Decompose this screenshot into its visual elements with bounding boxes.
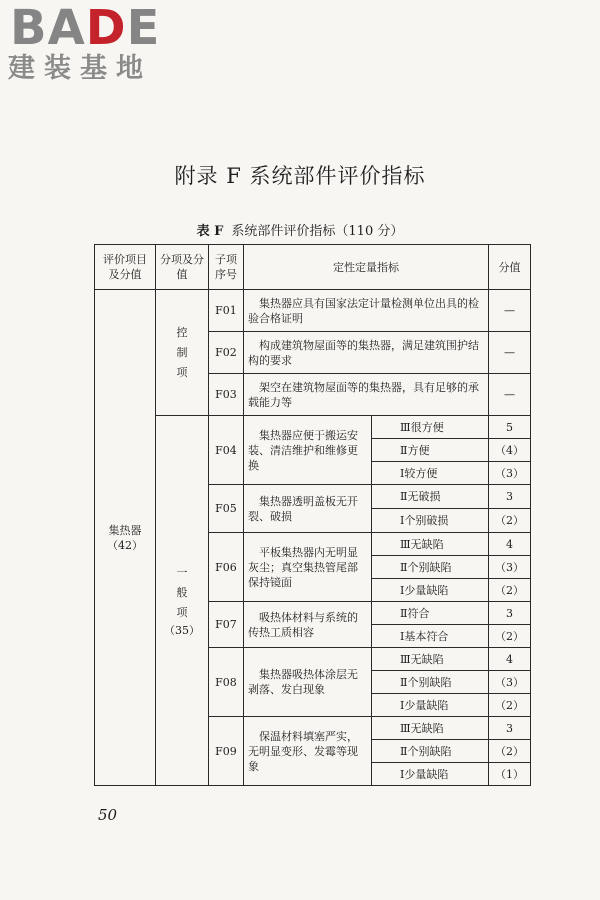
grade-score: （2） [489,579,531,602]
logo-subtitle: 建装基地 [8,53,152,84]
grade-score: （2） [489,625,531,648]
grade-score: （2） [489,694,531,717]
item-criterion: 平板集热器内无明显灰尘；真空集热管尾部保持镜面 [244,533,372,602]
grade-score: 3 [489,717,531,740]
control-group-label: 控制项 [176,325,188,379]
item-criterion: 集热器吸热体涂层无剥落、发白现象 [244,648,372,717]
table-header-row [95,245,531,290]
item-criterion: 架空在建筑物屋面等的集热器，具有足够的承载能力等 [244,374,489,416]
grade-level: Ⅰ基本符合 [372,625,489,648]
grade-score: （2） [489,509,531,533]
logo-text-accent: D [85,0,127,56]
item-code: F04 [209,416,244,485]
general-group-cell [156,416,209,786]
item-score: — [489,374,531,416]
grade-score: 5 [489,416,531,439]
item-code: F08 [209,648,244,717]
grade-score: （3） [489,671,531,694]
grade-score: （4） [489,439,531,462]
logo-text-suffix: E [126,0,161,56]
category-cell [95,290,156,786]
header-category: 评价项目及分值 [95,245,156,290]
item-score: — [489,290,531,332]
table-row [95,290,531,332]
grade-score: 3 [489,602,531,625]
general-group-points: （35） [164,624,200,637]
grade-level: Ⅲ无缺陷 [372,717,489,740]
item-criterion: 集热器应具有国家法定计量检测单位出具的检验合格证明 [244,290,489,332]
grade-level: Ⅱ符合 [372,602,489,625]
item-code: F01 [209,290,244,332]
item-criterion: 构成建筑物屋面等的集热器，满足建筑围护结构的要求 [244,332,489,374]
grade-level: Ⅱ方便 [372,439,489,462]
table-caption [0,220,600,239]
item-code: F07 [209,602,244,648]
header-score: 分值 [489,245,531,290]
grade-level: Ⅲ无缺陷 [372,648,489,671]
table-row [95,416,531,439]
general-group-label: 一般项 [176,566,188,619]
grade-score: （2） [489,740,531,763]
grade-level: Ⅰ较方便 [372,462,489,485]
item-code: F05 [209,485,244,533]
grade-level: Ⅰ个别破损 [372,509,489,533]
grade-score: 4 [489,648,531,671]
grade-level: Ⅲ很方便 [372,416,489,439]
item-code: F06 [209,533,244,602]
item-criterion: 保温材料填塞严实，无明显变形、发霉等现象 [244,717,372,786]
item-code: F02 [209,332,244,374]
grade-level: Ⅲ无缺陷 [372,533,489,556]
evaluation-table [94,244,531,786]
grade-level: Ⅱ个别缺陷 [372,556,489,579]
grade-level: Ⅰ少量缺陷 [372,763,489,786]
page-title: 附录 F 系统部件评价指标 [174,164,426,188]
header-subcategory: 分项及分值 [156,245,209,290]
item-criterion: 集热器透明盖板无开裂、破损 [244,485,372,533]
table-caption-text: 系统部件评价指标（110 分） [231,224,404,239]
grade-level: Ⅰ少量缺陷 [372,694,489,717]
grade-score: 3 [489,485,531,509]
grade-level: Ⅰ少量缺陷 [372,579,489,602]
grade-level: Ⅱ个别缺陷 [372,740,489,763]
header-code: 子项序号 [209,245,244,290]
grade-score: （1） [489,763,531,786]
item-code: F09 [209,717,244,786]
category-name: 集热器 [108,523,142,537]
logo-text-prefix: BA [10,0,86,56]
page-number: 50 [98,806,118,824]
grade-score: （3） [489,556,531,579]
grade-level: Ⅱ无破损 [372,485,489,509]
brand-logo [8,0,178,84]
control-group-cell [156,290,209,416]
item-score: — [489,332,531,374]
grade-score: 4 [489,533,531,556]
logo-wordmark [10,0,178,56]
grade-score: （3） [489,462,531,485]
item-criterion: 集热器应便于搬运安装、清洁维护和维修更换 [244,416,372,485]
header-criteria: 定性定量指标 [244,245,489,290]
table-caption-label: 表 F [196,224,224,239]
category-points: （42） [107,538,143,552]
grade-level: Ⅱ个别缺陷 [372,671,489,694]
item-criterion: 吸热体材料与系统的传热工质相容 [244,602,372,648]
item-code: F03 [209,374,244,416]
